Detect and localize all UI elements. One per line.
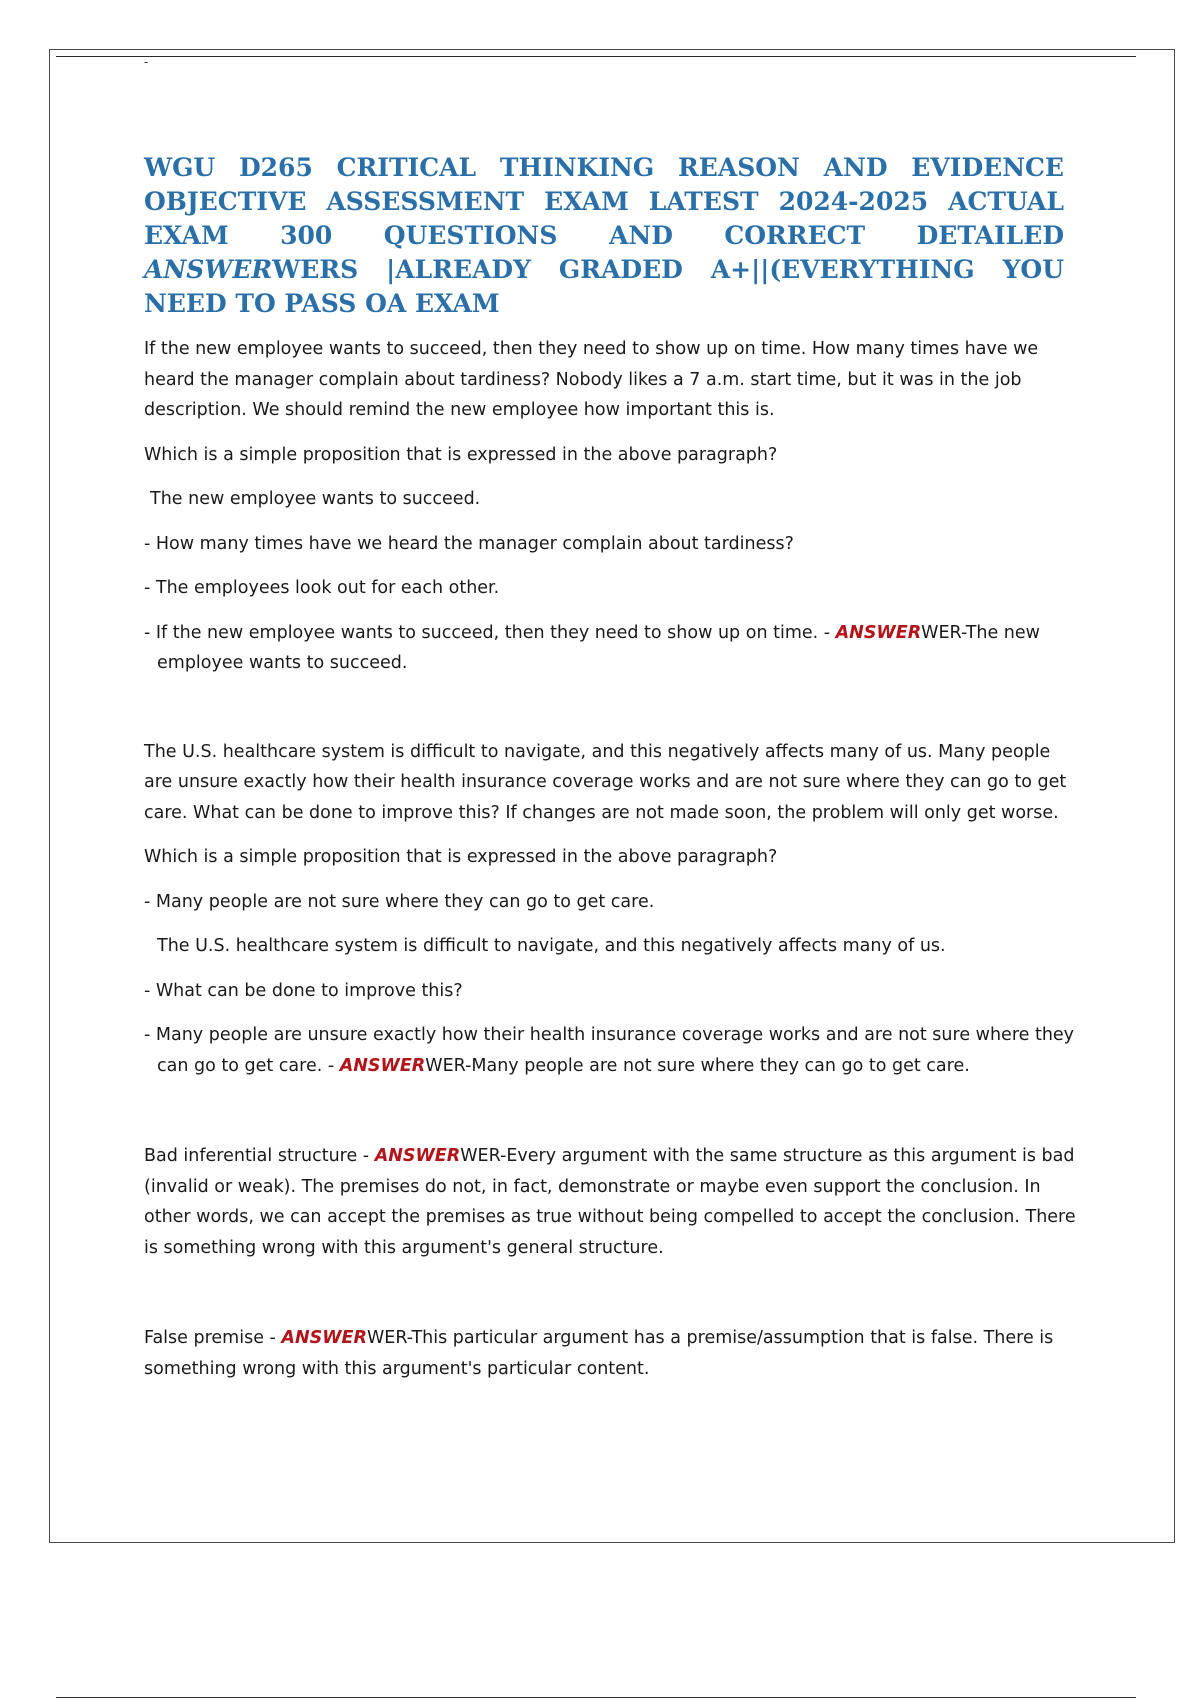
q2-option-1: - Many people are not sure where they can go to get care. (144, 891, 655, 912)
spacer (144, 1277, 1084, 1323)
answer-label: ANSWER (339, 1055, 426, 1076)
q3-term: Bad inferential structure - (144, 1146, 375, 1166)
q4-term: False premise - (144, 1328, 282, 1348)
q4-item (144, 1323, 1084, 1384)
footer-rule (56, 1697, 1136, 1698)
document-title (144, 151, 1064, 321)
q3-answer: WER-Every argument with the same structure as this argument is bad (invalid or weak). The premises do not, in fact, demonstrate or maybe even support the conclusion. In other words, we can accept the premises as true without being compelled to accept the conclusion. There is something wrong with this argument's general structure. (144, 1146, 1076, 1258)
answer-label: ANSWER (281, 1328, 367, 1348)
header-dash: - (144, 55, 149, 69)
q1-option-4-text: - If the new employee wants to succeed, then they need to show up on time. - (144, 622, 836, 643)
q2-paragraph: The U.S. healthcare system is difficult to navigate, and this negatively affects many of us. Many people are unsure exactly how their health insurance coverage works and are not sure where they can go to get care. What can be done to improve this? If changes are not made soon, the problem will only get worse. (144, 741, 1067, 823)
q2-option-2: The U.S. healthcare system is difficult to navigate, and this negatively affects many of us. (157, 936, 946, 956)
q1-option-3: - The employees look out for each other. (144, 578, 500, 598)
q2-answer: WER-Many people are not sure where they can go to get care. (425, 1055, 970, 1076)
spacer (144, 693, 1084, 737)
spacer (144, 1095, 1084, 1141)
document-body (144, 334, 1084, 1398)
q1-option-1: The new employee wants to succeed. (150, 489, 481, 509)
answer-label: ANSWER (374, 1146, 461, 1166)
title-italic: ANSWER (144, 255, 273, 284)
q1-option-4 (144, 618, 1084, 679)
q1-question: Which is a simple proposition that is expressed in the above paragraph? (144, 444, 778, 465)
title-part-2: WERS |ALREADY GRADED A+||(EVERYTHING YOU NEED TO PASS OA EXAM (144, 255, 1064, 318)
header-rule (56, 56, 1136, 57)
q4-answer: WER-This particular argument has a premise/assumption that is false. There is something wrong with this argument's particular content. (144, 1328, 1054, 1379)
q2-option-3: - What can be done to improve this? (144, 980, 463, 1001)
q2-question: Which is a simple proposition that is expressed in the above paragraph? (144, 847, 778, 867)
q1-paragraph: If the new employee wants to succeed, then they need to show up on time. How many times have we heard the manager complain about tardiness? Nobody likes a 7 a.m. start time, but it was in the job description. We should remind the new employee how important this is. (144, 339, 1039, 420)
q2-option-4-text: - Many people are unsure exactly how their health insurance coverage works and are not sure where they can go to get care. - (144, 1025, 1075, 1076)
q3-item (144, 1141, 1084, 1263)
answer-label: ANSWER (835, 622, 922, 643)
q1-answer: WER-The new employee wants to succeed. (157, 622, 1040, 673)
q1-option-2: - How many times have we heard the manager complain about tardiness? (144, 533, 794, 554)
title-part-1: WGU D265 CRITICAL THINKING REASON AND EVIDENCE OBJECTIVE ASSESSMENT EXAM LATEST 2024-2025 ACTUAL EXAM 300 QUESTIONS AND CORRECT DETAILED (144, 153, 1064, 250)
q2-option-4 (144, 1020, 1084, 1081)
